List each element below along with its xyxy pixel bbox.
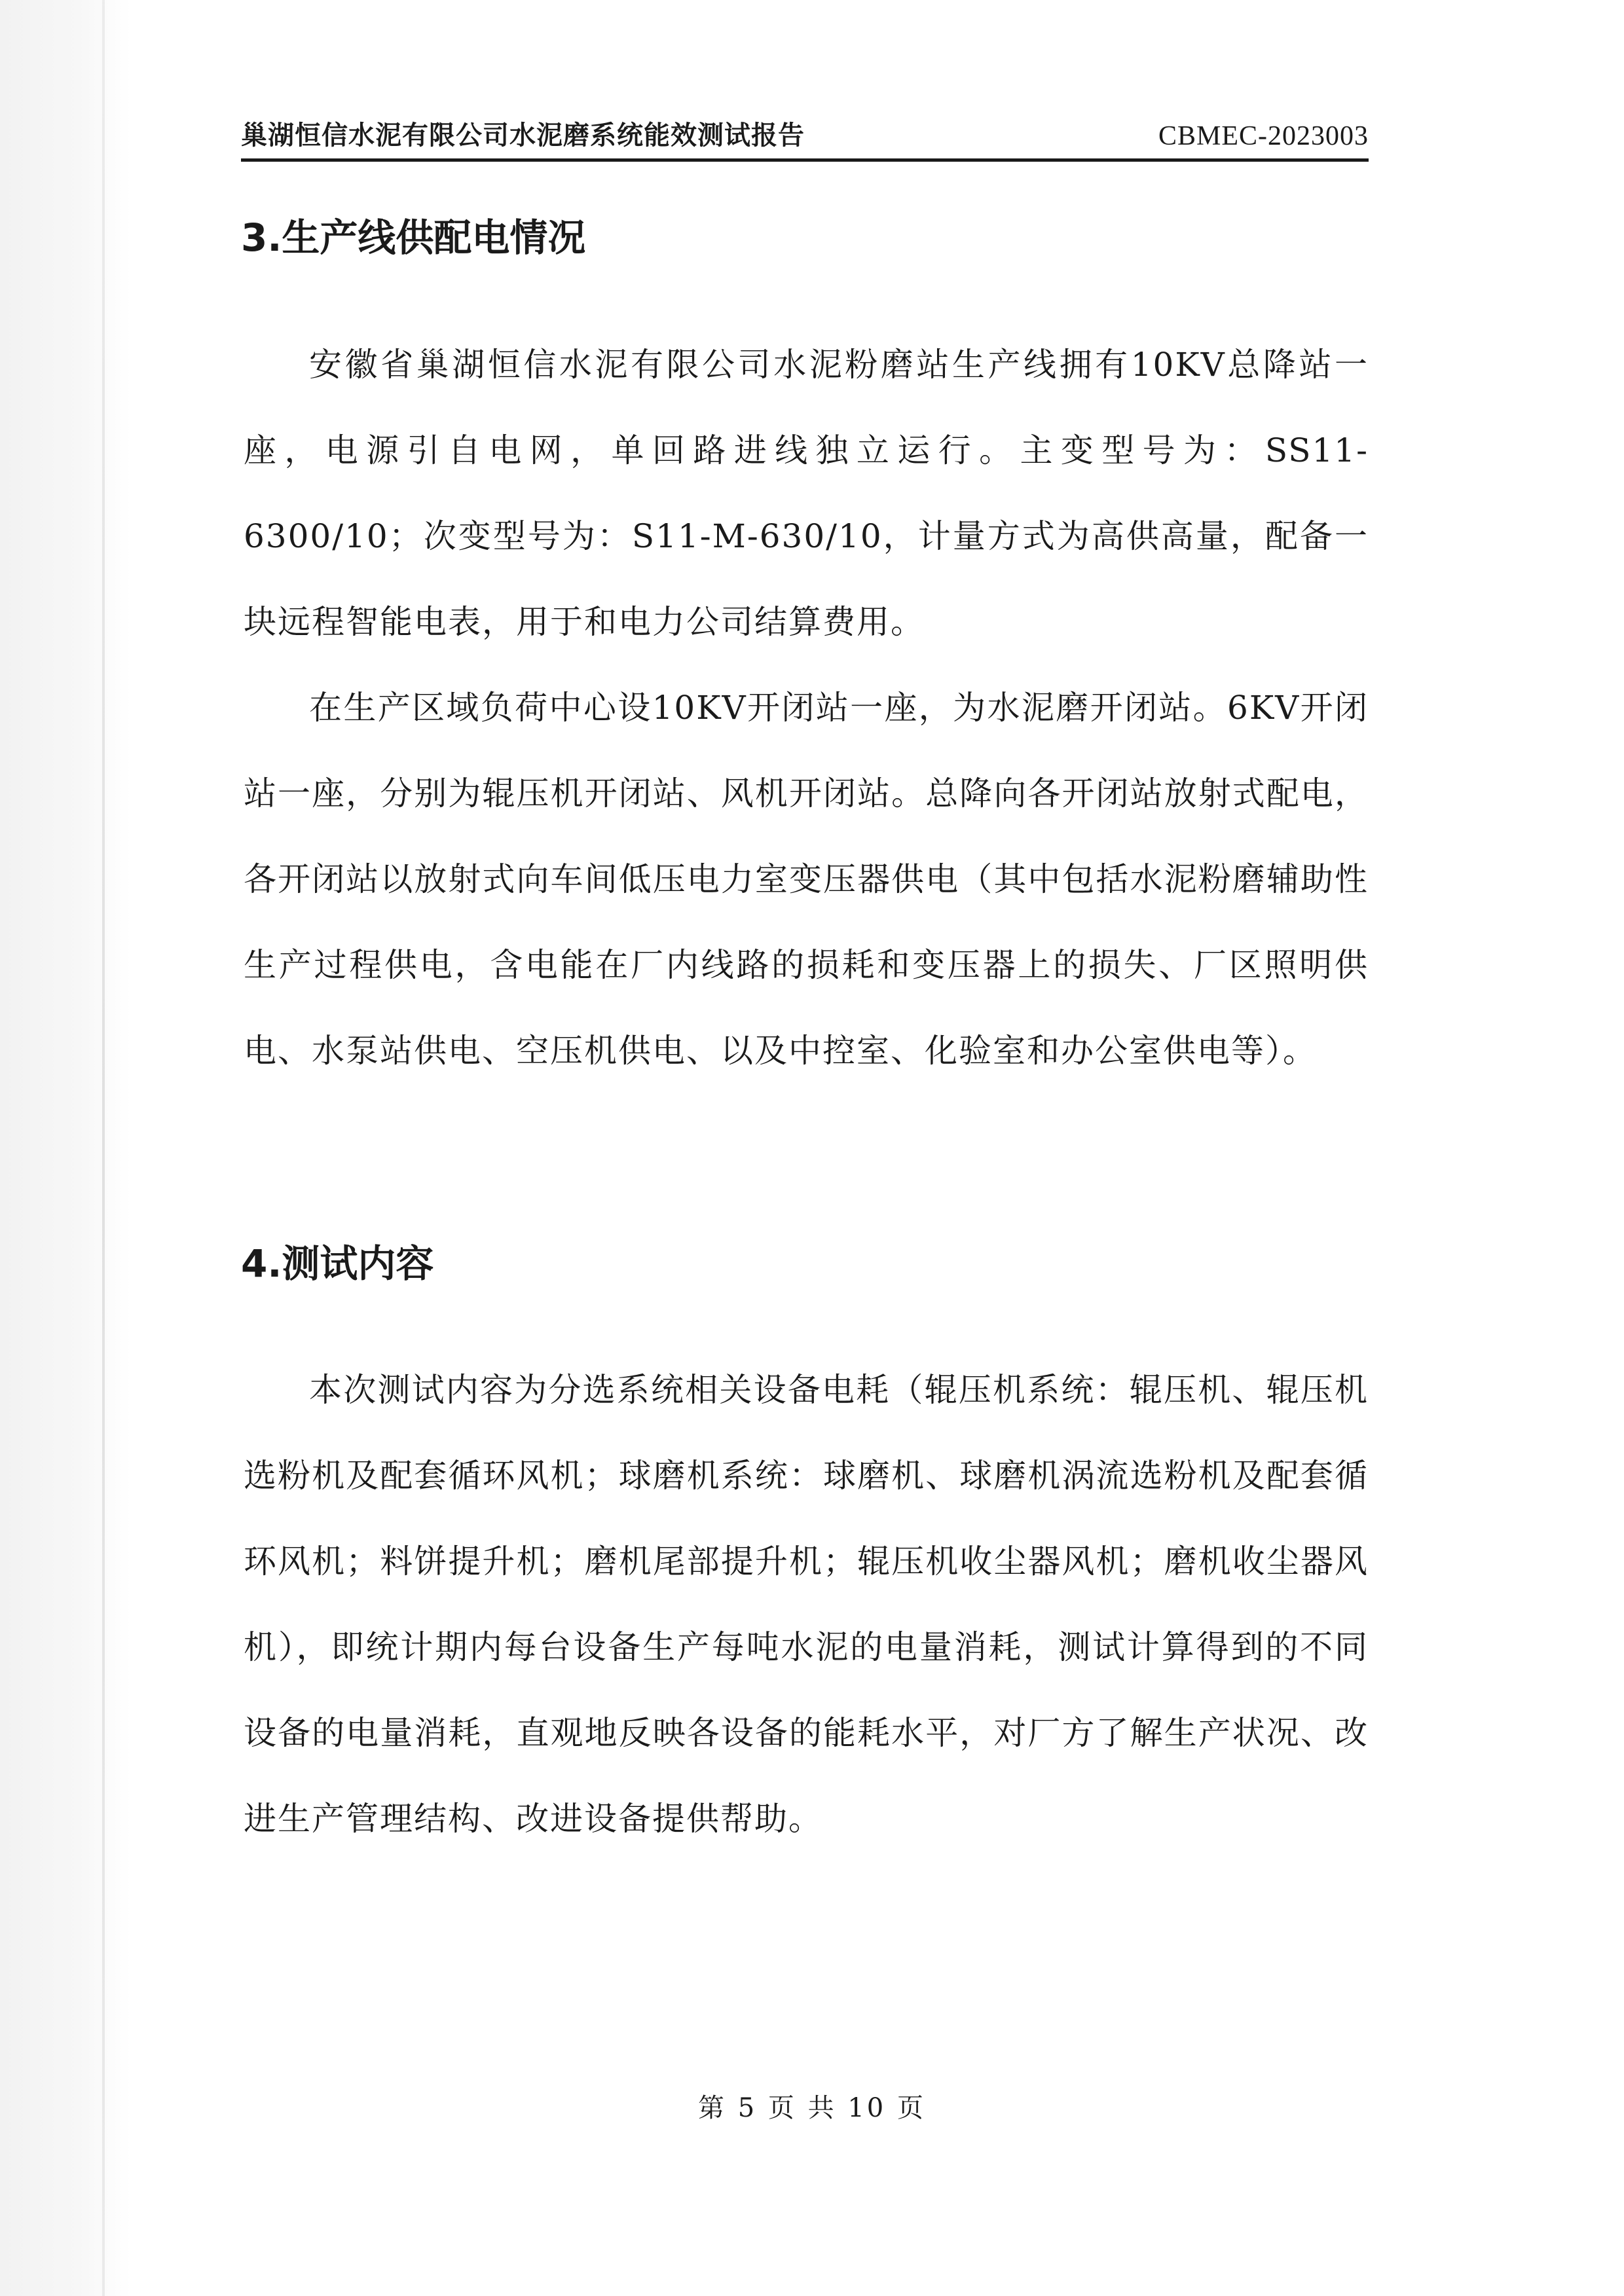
- page-number: 第 5 页 共 10 页: [698, 2093, 926, 2123]
- section-heading-power-supply: 3.生产线供配电情况: [241, 215, 586, 260]
- page-header: [241, 105, 1369, 162]
- report-code: CBMEC-2023003: [1158, 121, 1369, 151]
- section-heading-test-content: 4.测试内容: [241, 1241, 434, 1286]
- scan-edge-shadow: [0, 0, 131, 2296]
- scan-binding-line: [102, 0, 105, 2296]
- paragraph-test-content: 本次测试内容为分选系统相关设备电耗（辊压机系统：辊压机、辊压机选粉机及配套循环风机；球磨机系统：球磨机、球磨机涡流选粉机及配套循环风机；料饼提升机；磨机尾部提升机；辊压机收尘器风机；磨机收尘器风机），即统计期内每台设备生产每吨水泥的电量消耗，测试计算得到的不同设备的电量消耗，直观地反映各设备的能耗水平，对厂方了解生产状况、改进生产管理结构、改进设备提供帮助。: [244, 1371, 1369, 1838]
- report-title: 巢湖恒信水泥有限公司水泥磨系统能效测试报告: [241, 120, 805, 151]
- paragraph-switching-stations: 在生产区域负荷中心设10KV开闭站一座，为水泥磨开闭站。6KV开闭站一座，分别为辊压机开闭站、风机开闭站。总降向各开闭站放射式配电，各开闭站以放射式向车间低压电力室变压器供电（其中包括水泥粉磨辅助性生产过程供电，含电能在厂内线路的损耗和变压器上的损失、厂区照明供电、水泵站供电、空压机供电、以及中控室、化验室和办公室供电等）。: [244, 689, 1369, 1070]
- paragraph-substation: 安徽省巢湖恒信水泥有限公司水泥粉磨站生产线拥有10KV总降站一座，电源引自电网，单回路进线独立运行。主变型号为：SS11-6300/10；次变型号为：S11-M-630/10，计量方式为高供高量，配备一块远程智能电表，用于和电力公司结算费用。: [244, 346, 1369, 641]
